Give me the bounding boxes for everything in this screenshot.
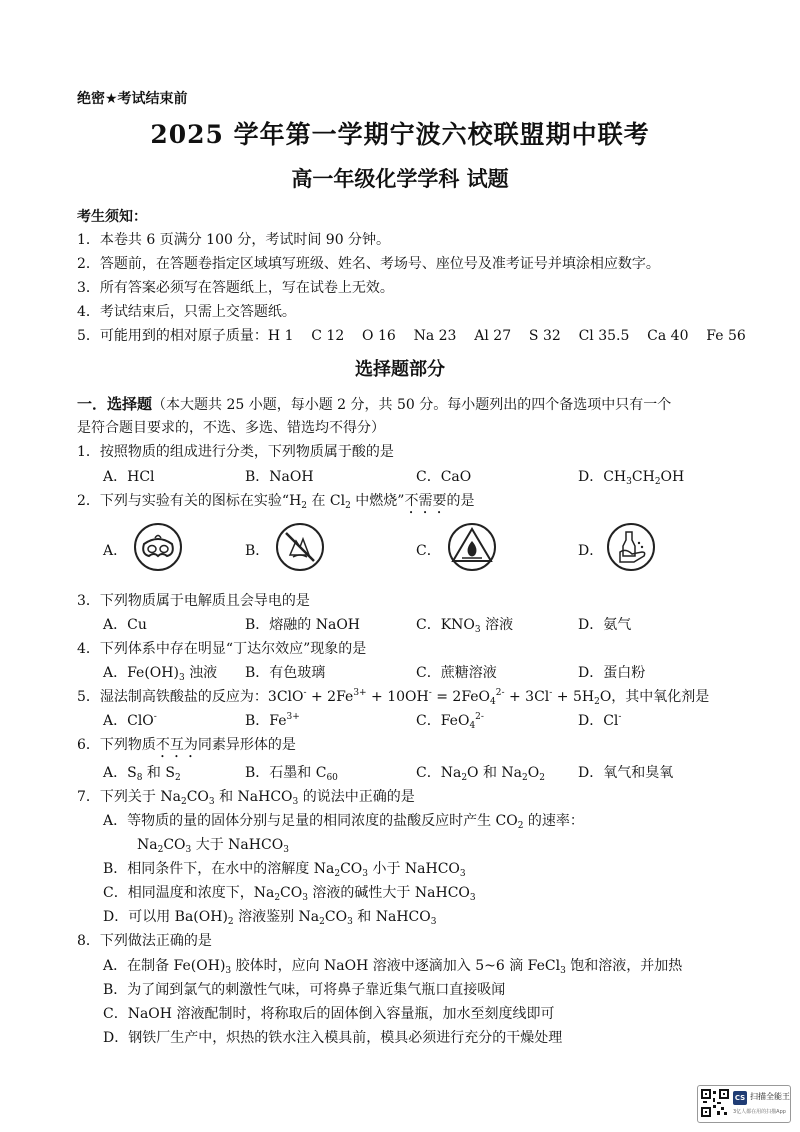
q3-option-d: D．氨气	[578, 617, 632, 633]
q6-option-b: B．石墨和 $C_{60}$	[245, 765, 338, 783]
part-one-desc-2: 是符合题目要求的，不选、多选、错选均不得分）	[77, 420, 385, 436]
scanner-logo: CS	[733, 1091, 747, 1105]
q7-option-b: B．相同条件下，在水中的溶解度 $Na_2CO_3$ 小于 NaHCO$_3$	[103, 861, 466, 879]
q8-option-b: B．为了闻到氯气的刺激性气味，可将鼻子靠近集气瓶口直接吸闻	[103, 982, 506, 998]
q6-option-d: D．氧气和臭氧	[578, 765, 674, 781]
q2-option-b: B．	[245, 543, 270, 559]
goggles-icon	[133, 522, 183, 572]
q5-option-d: D．Cl-	[578, 712, 622, 729]
notice-item: 1．本卷共 6 页满分 100 分，考试时间 90 分钟。	[77, 232, 391, 248]
q4-option-d: D．蛋白粉	[578, 665, 646, 681]
q7-option-c: C．相同温度和浓度下，$Na_2CO_3$ 溶液的碱性大于 NaHCO$_3$	[103, 885, 476, 903]
question-7-stem: 7．下列关于 $Na_2CO_3$ 和 NaHCO$_3$ 的说法中正确的是	[77, 789, 415, 807]
scanner-tagline: 3亿人都在用的扫描App	[733, 1109, 786, 1115]
question-5-stem: 5．湿法制高铁酸盐的反应为：$3ClO^- + 2Fe^{3+} + 10OH^- = 2FeO_4^{2-} + 3Cl^- + 5H_2O$，其中氧化剂是	[77, 688, 710, 707]
notice-item: 3．所有答案必须写在答题纸上，写在试卷上无效。	[77, 280, 394, 296]
q6-option-a: A．$S_8$ 和 $S_2$	[103, 765, 181, 783]
q1-option-d: D．$CH_3CH_2OH$	[578, 469, 685, 487]
q5-option-b: B．$Fe^{3+}$	[245, 712, 300, 729]
question-3-stem: 3．下列物质属于电解质且会导电的是	[77, 593, 310, 609]
exam-title: 2025 学年第一学期宁波六校联盟期中联考	[150, 120, 650, 149]
q3-option-c: C．$KNO_3$ 溶液	[416, 617, 514, 635]
q5-option-a: A．ClO-	[103, 712, 157, 729]
hand-wash-icon	[606, 522, 656, 572]
q8-option-c: C．NaOH 溶液配制时，将称取后的固体倒入容量瓶，加水至刻度线即可	[103, 1006, 555, 1022]
q2-option-a: A．	[103, 543, 128, 559]
question-6-stem: 6．下列物质不互为同素异形体的是	[77, 737, 296, 753]
scanner-name: 扫描全能王	[750, 1092, 790, 1101]
notice-item: 5．可能用到的相对原子质量：H 1 C 12 O 16 Na 23 Al 27 S 32 Cl 35.5 Ca 40 Fe 56	[77, 328, 746, 344]
question-4-stem: 4．下列体系中存在明显“丁达尔效应”现象的是	[77, 641, 367, 657]
q8-option-a: A．在制备 $Fe(OH)_3$ 胶体时，应向 NaOH 溶液中逐滴加入 5~6 滴 FeCl$_3$ 饱和溶液，并加热	[103, 958, 683, 976]
q7-option-a: A．等物质的量的固体分别与足量的相同浓度的盐酸反应时产生 $CO_2$ 的速率：	[103, 813, 584, 831]
part-one-header	[77, 393, 671, 414]
notice-item: 2．答题前，在答题卷指定区域填写班级、姓名、考场号、座位号及准考证号并填涂相应数字。	[77, 256, 660, 272]
flame-icon	[447, 522, 497, 572]
no-fire-hazard-icon	[275, 522, 325, 572]
section-title: 选择题部分	[355, 359, 445, 380]
q1-option-b: B．NaOH	[245, 469, 314, 485]
question-8-stem: 8．下列做法正确的是	[77, 933, 212, 949]
q4-option-a: A．$Fe(OH)_3$ 浊液	[103, 665, 218, 683]
q4-option-b: B．有色玻璃	[245, 665, 326, 681]
q2-option-d: D．	[578, 543, 604, 559]
qr-code-icon	[701, 1089, 729, 1117]
notice-heading: 考生须知：	[77, 209, 147, 225]
part-one-label: 一．选择题	[77, 395, 153, 413]
exam-subtitle: 高一年级化学学科 试题	[291, 166, 509, 191]
confidential-label: 绝密★考试结束前	[77, 91, 188, 107]
question-1-stem: 1．按照物质的组成进行分类，下列物质属于酸的是	[77, 444, 394, 460]
part-one-desc: （本大题共 25 小题，每小题 2 分，共 50 分。每小题列出的四个备选项中只有一个	[152, 397, 672, 413]
q1-option-a: A．HCl	[103, 469, 155, 485]
q2-option-c: C．	[416, 543, 441, 559]
scanner-watermark	[697, 1085, 791, 1123]
q3-option-b: B．熔融的 NaOH	[245, 617, 361, 633]
q1-option-c: C．CaO	[416, 469, 472, 485]
q6-option-c: C．$Na_2O$ 和 $Na_2O_2$	[416, 765, 545, 783]
q4-option-c: C．蔗糖溶液	[416, 665, 497, 681]
q8-option-d: D．钢铁厂生产中，炽热的铁水注入模具前，模具必须进行充分的干燥处理	[103, 1030, 563, 1046]
q7-option-d: D．可以用 $Ba(OH)_2$ 溶液鉴别 $Na_2CO_3$ 和 NaHCO$_3$	[103, 909, 437, 927]
q7-option-a-cont: $Na_2CO_3$ 大于 NaHCO$_3$	[137, 837, 289, 855]
notice-item: 4．考试结束后，只需上交答题纸。	[77, 304, 296, 320]
q5-option-c: C．FeO$_4^{2-}$	[416, 712, 484, 731]
question-2-stem: 2．下列与实验有关的图标在实验“$H_2$ 在 $Cl_2$ 中燃烧”不需要的是	[77, 493, 475, 511]
q3-option-a: A．Cu	[103, 617, 147, 633]
